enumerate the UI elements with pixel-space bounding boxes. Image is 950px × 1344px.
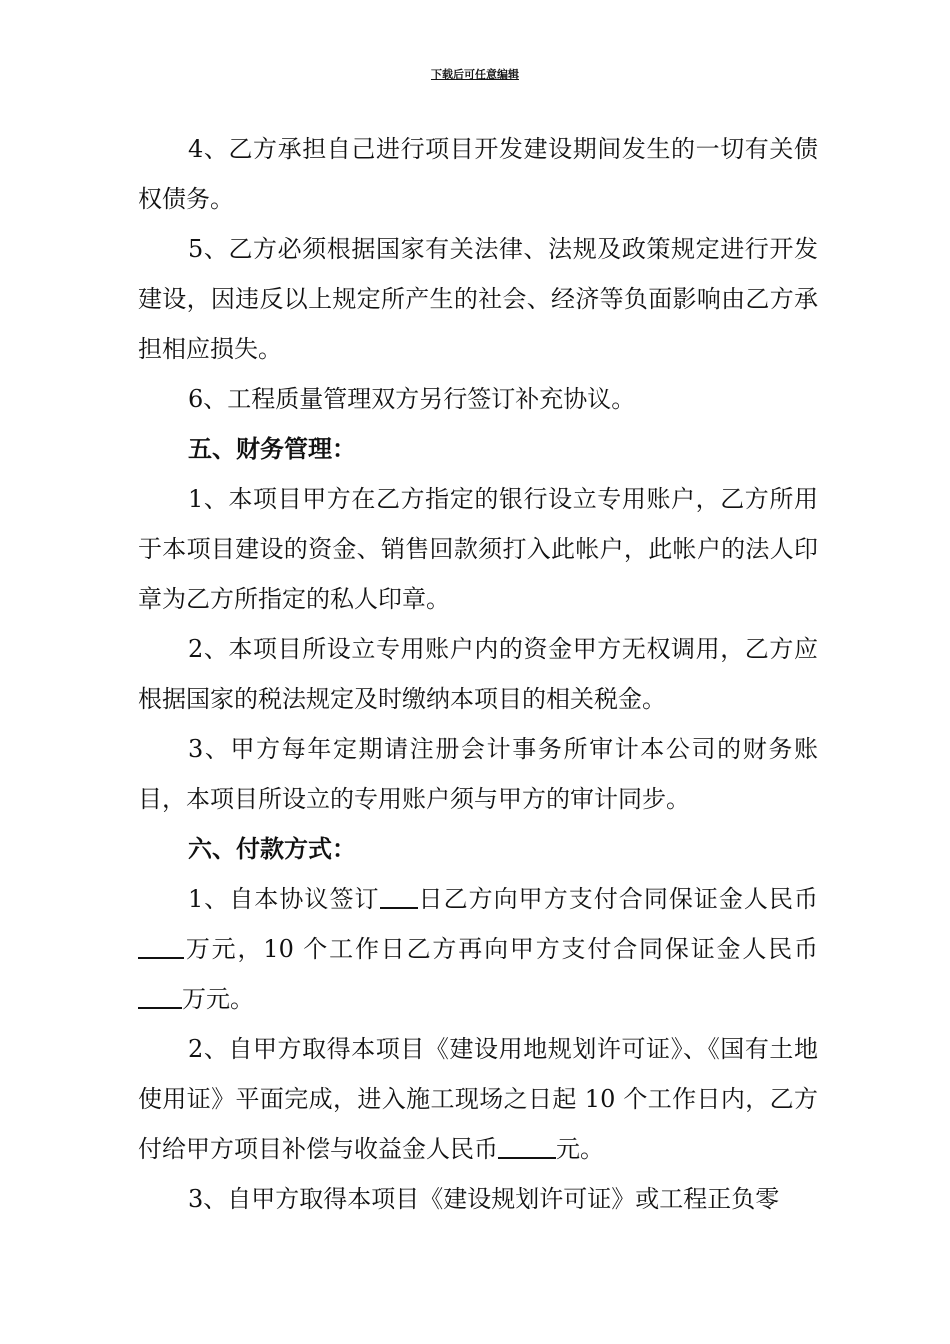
- fill-blank: [380, 883, 418, 909]
- paragraph-clause-6: 6、工程质量管理双方另行签订补充协议。: [188, 385, 636, 413]
- fill-blank: [138, 933, 184, 959]
- paragraph-finance-2: 2、本项目所设立专用账户内的资金甲方无权调用，乙方应根据国家的税法规定及时缴纳本项目的相关税金。: [138, 635, 818, 713]
- paragraph-payment-2: [138, 1024, 818, 1174]
- text-segment: 万元，10 个工作日乙方再向甲方支付合同保证金人民币: [184, 935, 818, 963]
- text-segment: 1、自本协议签订: [188, 885, 380, 913]
- paragraph-clause-5: 5、乙方必须根据国家有关法律、法规及政策规定进行开发建设，因违反以上规定所产生的社会、经济等负面影响由乙方承担相应损失。: [138, 235, 818, 363]
- paragraph-finance-3: 3、甲方每年定期请注册会计事务所审计本公司的财务账目，本项目所设立的专用账户须与甲方的审计同步。: [138, 735, 818, 813]
- text-segment: 2、自甲方取得本项目《建设用地规划许可证》、《国有土地使用证》平面完成，进入施工现场之日起 10 个工作日内，乙方付给甲方项目补偿与收益金人民币: [138, 1035, 818, 1163]
- text-segment: 日乙方向甲方支付合同保证金人民币: [417, 885, 818, 913]
- paragraph-payment-3: 3、自甲方取得本项目《建设规划许可证》或工程正负零: [188, 1185, 780, 1213]
- fill-blank: [138, 983, 182, 1009]
- paragraph-finance-1: 1、本项目甲方在乙方指定的银行设立专用账户，乙方所用于本项目建设的资金、销售回款须打入此帐户，此帐户的法人印章为乙方所指定的私人印章。: [138, 485, 818, 613]
- document-body: [138, 124, 818, 1224]
- text-segment: 元。: [556, 1135, 604, 1163]
- section-heading-payment: 六、付款方式：: [188, 834, 356, 863]
- section-heading-finance: 五、财务管理：: [188, 434, 356, 463]
- fill-blank: [498, 1133, 556, 1159]
- paragraph-payment-1: [138, 874, 818, 1024]
- text-segment: 万元。: [182, 985, 254, 1013]
- page-header: 下载后可任意编辑: [431, 68, 519, 81]
- paragraph-clause-4: 4、乙方承担自己进行项目开发建设期间发生的一切有关债权债务。: [138, 135, 818, 213]
